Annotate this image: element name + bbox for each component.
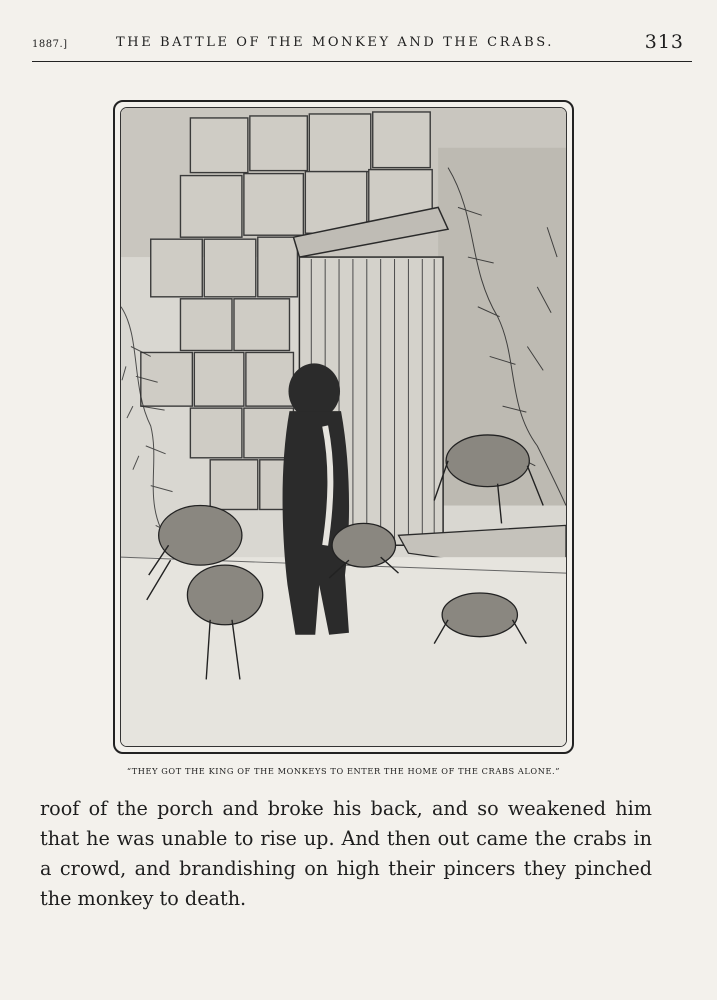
illustration-caption: “THEY GOT THE KING OF THE MONKEYS TO ENTER THE HOME OF THE CRABS ALONE.” (126, 766, 561, 776)
running-header (32, 30, 692, 60)
header-year: 1887.] (32, 39, 68, 50)
page-number: 313 (644, 31, 684, 53)
illustration-frame (113, 100, 574, 754)
header-title: THE BATTLE OF THE MONKEY AND THE CRABS. (116, 35, 554, 50)
body-paragraph: roof of the porch and broke his back, and so weakened him that he was unable to rise up. And then out came the crabs in a crowd, and brandishing on high their pincers they pinched the monkey to death. (40, 797, 652, 910)
illustration (120, 107, 567, 747)
header-rule (32, 61, 692, 62)
illustration-drawing (121, 108, 566, 746)
